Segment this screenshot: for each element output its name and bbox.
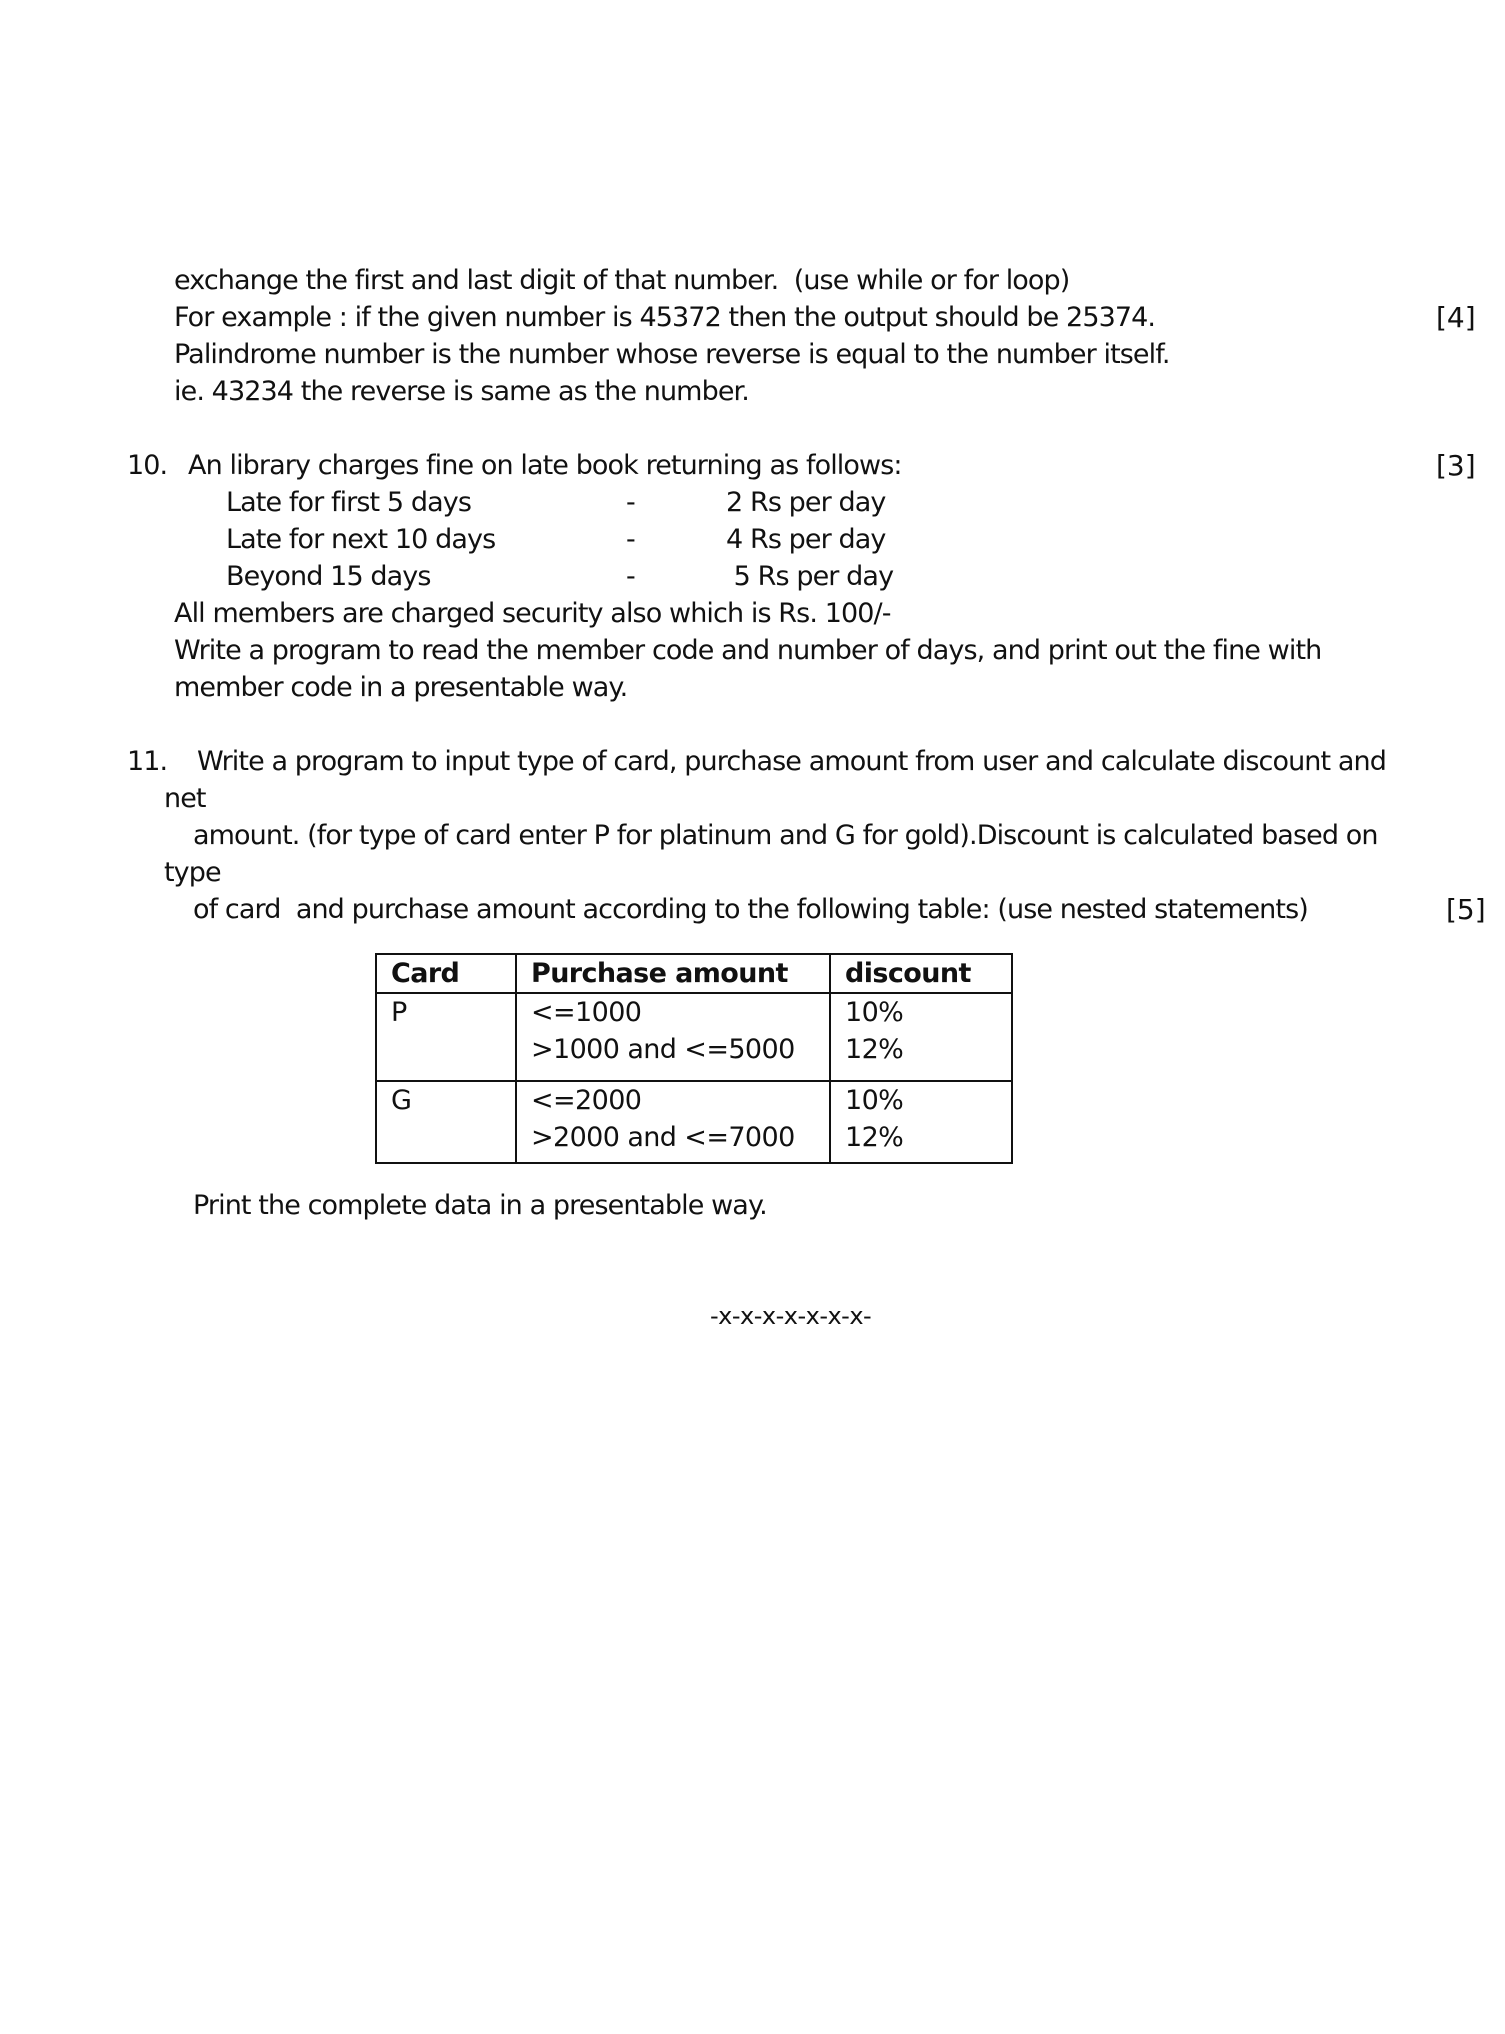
discount-table [375, 953, 1013, 1164]
q11-line-2: net [164, 783, 206, 814]
q11-line-1: Write a program to input type of card, purchase amount from user and calculate discount and [197, 746, 1386, 777]
amount-range: <=2000 [531, 1085, 642, 1116]
fine-rule-rate: 2 Rs per day [726, 487, 886, 518]
card-cell: P [376, 993, 516, 1081]
fine-rule-sep: - [626, 487, 635, 518]
header-discount: discount [830, 954, 1012, 993]
fine-rule-period: Beyond 15 days [226, 561, 431, 592]
discount-cell [830, 1081, 1012, 1163]
q11-line-4: type [164, 857, 221, 888]
discount-value: 12% [845, 1034, 904, 1065]
fine-rule-rate: 5 Rs per day [726, 561, 894, 592]
table-row [376, 1081, 1012, 1163]
q9-line-2: For example : if the given number is 45372 then the output should be 25374. [174, 302, 1156, 333]
q9-marks: [4] [1436, 301, 1476, 334]
q11-closing: Print the complete data in a presentable way. [193, 1190, 767, 1221]
q11-number: 11. [127, 746, 168, 777]
fine-rule-sep: - [626, 524, 635, 555]
q11-marks: [5] [1446, 893, 1486, 926]
q10-task-line-1: Write a program to read the member code and number of days, and print out the fine with [174, 635, 1322, 666]
fine-rule-sep: - [626, 561, 635, 592]
card-cell: G [376, 1081, 516, 1163]
fine-rule-rate: 4 Rs per day [726, 524, 886, 555]
amount-range: <=1000 [531, 997, 642, 1028]
q9-line-1: exchange the first and last digit of that number. (use while or for loop) [174, 265, 1070, 296]
q10-task-line-2: member code in a presentable way. [174, 672, 628, 703]
header-purchase-amount: Purchase amount [516, 954, 830, 993]
end-of-paper-mark: -x-x-x-x-x-x-x- [710, 1302, 872, 1330]
discount-value: 10% [845, 997, 904, 1028]
q9-line-4: ie. 43234 the reverse is same as the number. [174, 376, 749, 407]
discount-value: 10% [845, 1085, 904, 1116]
discount-value: 12% [845, 1122, 904, 1153]
fine-rule-period: Late for first 5 days [226, 487, 472, 518]
amount-cell [516, 1081, 830, 1163]
fine-rule-period: Late for next 10 days [226, 524, 496, 555]
q10-intro: An library charges fine on late book returning as follows: [188, 450, 902, 481]
table-header-row [376, 954, 1012, 993]
q11-line-5: of card and purchase amount according to the following table: (use nested statements) [193, 894, 1308, 925]
amount-range: >2000 and <=7000 [531, 1122, 795, 1153]
q10-security-note: All members are charged security also which is Rs. 100/- [174, 598, 891, 629]
q9-line-3: Palindrome number is the number whose reverse is equal to the number itself. [174, 339, 1170, 370]
q10-marks: [3] [1436, 449, 1476, 482]
amount-range: >1000 and <=5000 [531, 1034, 795, 1065]
header-card: Card [376, 954, 516, 993]
q10-number: 10. [127, 450, 168, 481]
table-row [376, 993, 1012, 1081]
q11-line-3: amount. (for type of card enter P for platinum and G for gold).Discount is calculated based on [193, 820, 1378, 851]
amount-cell [516, 993, 830, 1081]
discount-cell [830, 993, 1012, 1081]
